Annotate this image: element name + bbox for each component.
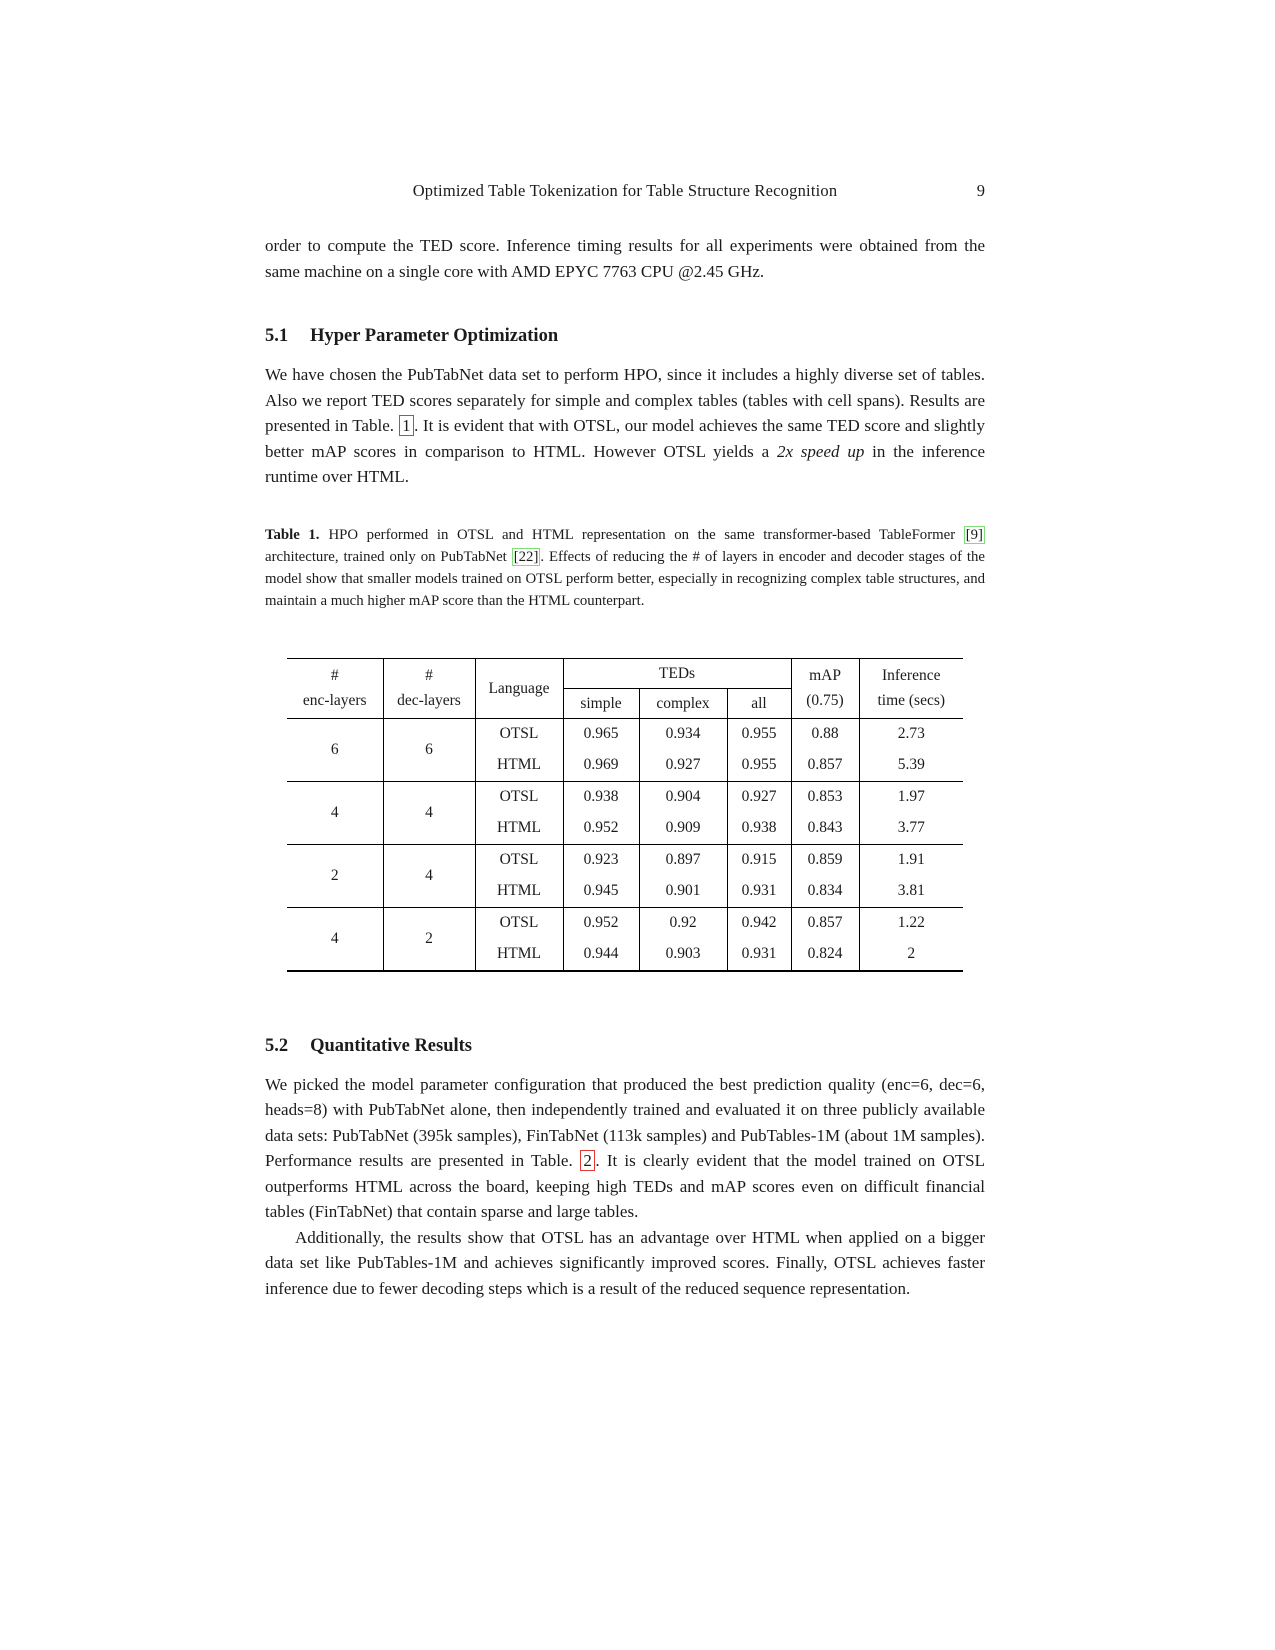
- th-teds: TEDs: [563, 658, 791, 688]
- cell-all: 0.931: [727, 939, 791, 971]
- section-5-1-number: 5.1: [265, 326, 289, 346]
- running-head: [265, 0, 985, 203]
- citation-link[interactable]: [22]: [513, 548, 539, 565]
- cell-language: OTSL: [475, 907, 563, 939]
- cell-simple: 0.945: [563, 876, 639, 908]
- cell-dec: 6: [383, 718, 475, 781]
- cell-complex: 0.897: [639, 844, 727, 876]
- cell-map: 0.88: [791, 718, 859, 750]
- cell-simple: 0.923: [563, 844, 639, 876]
- cell-map: 0.824: [791, 939, 859, 971]
- text-column: [265, 0, 985, 1301]
- cell-simple: 0.965: [563, 718, 639, 750]
- th-inference-time: [859, 658, 963, 718]
- cell-enc: 4: [287, 907, 383, 971]
- text-segment: 2x speed up: [776, 441, 865, 461]
- cell-simple: 0.938: [563, 781, 639, 813]
- table-row-otsl: [287, 781, 963, 813]
- section-5-2-title: Quantitative Results: [310, 1035, 472, 1056]
- running-head-title: Optimized Table Tokenization for Table Structure Recognition: [412, 181, 838, 200]
- table-row-otsl: [287, 907, 963, 939]
- th-map-line1: mAP: [809, 667, 841, 684]
- th-dec-label: dec-layers: [397, 692, 461, 709]
- table-ref-link[interactable]: 2: [580, 1150, 596, 1171]
- cell-language: OTSL: [475, 844, 563, 876]
- th-enc-label: enc-layers: [302, 692, 367, 709]
- cell-language: OTSL: [475, 781, 563, 813]
- cell-complex: 0.904: [639, 781, 727, 813]
- cell-language: HTML: [475, 939, 563, 971]
- table-1-header: [287, 658, 963, 718]
- th-inference-line2: time (secs): [877, 692, 946, 709]
- cell-enc: 6: [287, 718, 383, 781]
- text-segment: in the inference runtime over HTML.: [265, 441, 985, 486]
- paragraph-intro: order to compute the TED score. Inference timing results for all experiments were obtained from the same machine on a single core with AMD EPYC 7763 CPU @2.45 GHz.: [265, 236, 985, 281]
- th-simple: simple: [563, 688, 639, 718]
- cell-all: 0.955: [727, 750, 791, 782]
- section-5-2-number: 5.2: [265, 1035, 289, 1056]
- cell-dec: 4: [383, 781, 475, 844]
- cell-language: HTML: [475, 750, 563, 782]
- cell-enc: 4: [287, 781, 383, 844]
- cell-complex: 0.927: [639, 750, 727, 782]
- text-segment: . It is clearly evident that the model trained on OTSL outperforms HTML across the board, keeping high TEDs and mAP scores even on difficult financial tables (FinTabNet) that contain sparse and large tables.: [265, 1151, 985, 1221]
- cell-all: 0.942: [727, 907, 791, 939]
- paragraph-hpo: [265, 362, 985, 490]
- text-segment: . It is evident that with OTSL, our model achieves the same TED score and slightly better mAP scores in comparison to HTML. However OTSL yields a: [265, 416, 985, 461]
- th-language: Language: [475, 658, 563, 718]
- table-header-row-1: [287, 658, 963, 688]
- th-complex: complex: [639, 688, 727, 718]
- text-segment: architecture, trained only on PubTabNet: [265, 548, 512, 565]
- cell-all: 0.955: [727, 718, 791, 750]
- text-segment: . Effects of reducing the # of layers in encoder and decoder stages of the model show that smaller models trained on OTSL perform better, especially in recognizing complex table structures, and maintain a much higher mAP score than the HTML counterpart.: [265, 548, 985, 609]
- cell-simple: 0.969: [563, 750, 639, 782]
- cell-map: 0.853: [791, 781, 859, 813]
- cell-map: 0.859: [791, 844, 859, 876]
- text-segment: We have chosen the PubTabNet data set to perform HPO, since it includes a highly diverse set of tables. Also we report TED scores separately for simple and complex tables (tables with cell spans). Results are presented in Table.: [265, 365, 985, 435]
- th-map: [791, 658, 859, 718]
- table-1-caption: [265, 524, 985, 612]
- th-enc-hash: #: [330, 667, 339, 684]
- table-1: [287, 658, 963, 972]
- page-number: 9: [976, 181, 985, 200]
- cell-time: 2.73: [897, 725, 925, 742]
- cell-simple: 0.944: [563, 939, 639, 971]
- th-dec-hash: #: [425, 667, 433, 684]
- th-dec-layers: [383, 658, 475, 718]
- cell-map: 0.857: [791, 907, 859, 939]
- cell-map: 0.857: [791, 750, 859, 782]
- cell-simple: 0.952: [563, 813, 639, 845]
- cell-complex: 0.934: [639, 718, 727, 750]
- section-5-1-title: Hyper Parameter Optimization: [310, 326, 559, 346]
- th-map-line2: (0.75): [806, 692, 844, 709]
- table-row-otsl: [287, 718, 963, 750]
- cell-time: 1.97: [897, 788, 925, 805]
- cell-time: 3.81: [859, 876, 963, 908]
- cell-dec: 4: [383, 844, 475, 907]
- table-1-body: [287, 718, 963, 971]
- cell-all: 0.931: [727, 876, 791, 908]
- cell-time: 2: [859, 939, 963, 971]
- cell-simple: 0.952: [563, 907, 639, 939]
- text-segment: We picked the model parameter configuration that produced the best prediction quality (enc=6, dec=6, heads=8) with PubTabNet alone, then independently trained and evaluated it on three publicly available data sets: PubTabNet (395k samples), FinTabNet (113k samples) and PubTables-1M (about 1M samples). Performance results are presented in Table.: [265, 1074, 985, 1170]
- table-ref-link[interactable]: 1: [399, 415, 415, 436]
- cell-all: 0.915: [727, 844, 791, 876]
- th-all: all: [727, 688, 791, 718]
- text-segment: HPO performed in OTSL and HTML representation on the same transformer-based TableFormer: [328, 526, 964, 543]
- th-inference-line1: Inference: [881, 667, 941, 684]
- citation-link[interactable]: [9]: [965, 526, 983, 543]
- cell-time: 5.39: [859, 750, 963, 782]
- cell-complex: 0.92: [639, 907, 727, 939]
- cell-language: HTML: [475, 813, 563, 845]
- cell-time: 3.77: [859, 813, 963, 845]
- paragraph-quantitative-1: [265, 1072, 985, 1225]
- cell-language: OTSL: [475, 718, 563, 750]
- cell-complex: 0.909: [639, 813, 727, 845]
- cell-time: 1.22: [897, 914, 925, 931]
- cell-dec: 2: [383, 907, 475, 971]
- cell-all: 0.927: [727, 781, 791, 813]
- table-row-otsl: [287, 844, 963, 876]
- cell-all: 0.938: [727, 813, 791, 845]
- paragraph-quantitative-2: Additionally, the results show that OTSL has an advantage over HTML when applied on a bigger data set like PubTables-1M and achieves significantly improved scores. Finally, OTSL achieves faster inference due to fewer decoding steps which is a result of the reduced sequence representation.: [265, 1227, 985, 1298]
- cell-map: 0.843: [791, 813, 859, 845]
- cell-complex: 0.903: [639, 939, 727, 971]
- th-enc-layers: [287, 658, 383, 718]
- cell-language: HTML: [475, 876, 563, 908]
- section-5-2-heading: [265, 1036, 985, 1057]
- text-segment: Table 1.: [265, 526, 320, 543]
- cell-time: 1.91: [897, 851, 925, 868]
- cell-complex: 0.901: [639, 876, 727, 908]
- section-5-1-heading: [265, 326, 985, 347]
- cell-enc: 2: [287, 844, 383, 907]
- cell-map: 0.834: [791, 876, 859, 908]
